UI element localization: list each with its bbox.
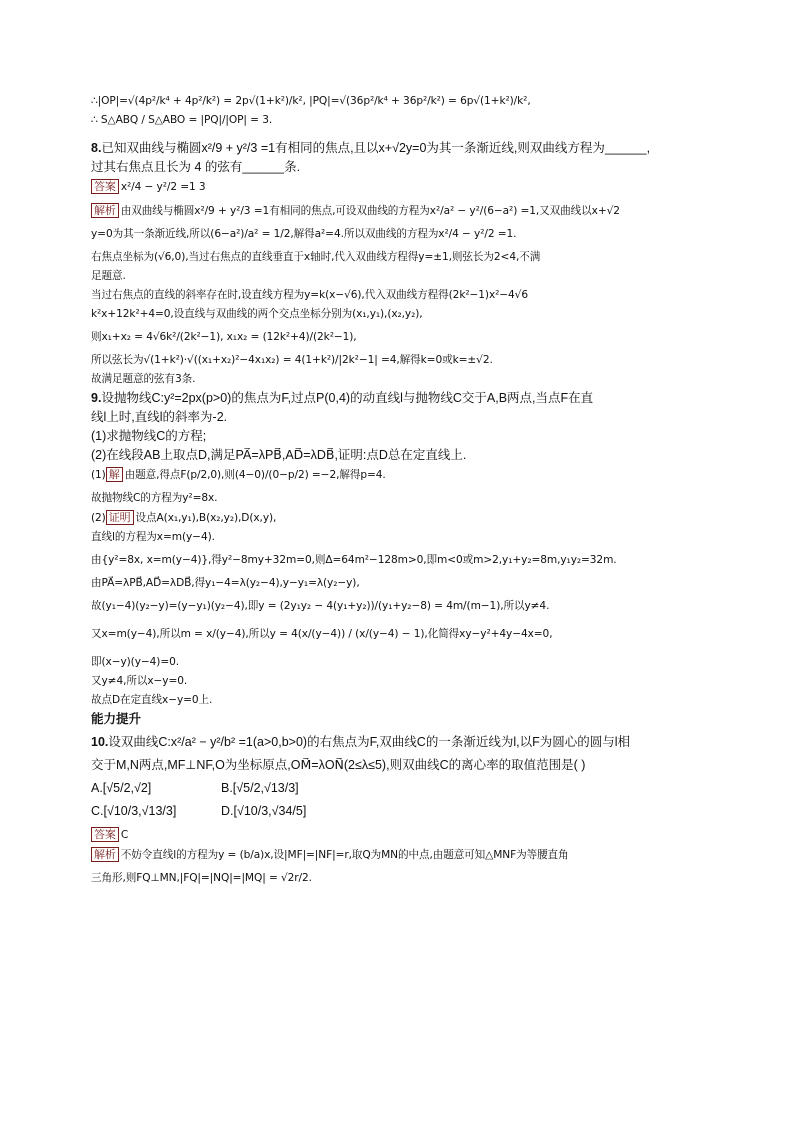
question-line: (2)在线段AB上取点D,满足PA⃗=λPB⃗,AD⃗=λDB⃗,证明:点D总在定直线上. <box>91 448 467 462</box>
question-text: 设双曲线C:x²/a² − y²/b² =1(a>0,b>0)的右焦点为F,双曲线C的一条渐近线为l,以F为圆心的圆与l相 <box>108 735 630 749</box>
solution-line: 右焦点坐标为(√6,0),当过右焦点的直线垂直于x轴时,代入双曲线方程得y=±1,则弦长为2<4,不满 <box>91 251 541 263</box>
question-number: 9. <box>91 391 102 405</box>
analysis-line <box>91 847 701 862</box>
part-prefix: (2) <box>91 512 106 524</box>
answer-line <box>91 827 701 842</box>
proof-text: 设点A(x₁,y₁),B(x₂,y₂),D(x,y), <box>135 512 277 524</box>
answer-line <box>91 179 701 194</box>
solution-line: 又y≠4,所以x−y=0. <box>91 675 188 687</box>
solution-line: 故满足题意的弦有3条. <box>91 373 196 385</box>
option-d: D.[√10/3,√34/5] <box>221 804 307 818</box>
solution-line: 由{y²=8x, x=m(y−4)},得y²−8my+32m=0,则Δ=64m²−128m>0,即m<0或m>2,y₁+y₂=8m,y₁y₂=32m. <box>91 554 617 566</box>
question-9-line <box>91 391 701 405</box>
options-row <box>91 781 701 795</box>
question-line: (1)求抛物线C的方程; <box>91 429 207 443</box>
option-c: C.[√10/3,√13/3] <box>91 804 177 818</box>
solution-line: 三角形,则FQ⊥MN,|FQ|=|NQ|=|MQ| = √2r/2. <box>91 872 312 884</box>
question-line: 交于M,N两点,MF⊥NF,O为坐标原点,OM⃗=λON⃗(2≤λ≤5),则双曲线C的离心率的取值范围是( ) <box>91 758 586 772</box>
answer-tag: 答案 <box>91 179 119 194</box>
content <box>91 94 701 885</box>
answer-text: C <box>120 829 129 841</box>
question-number: 10. <box>91 735 109 749</box>
analysis-text: 不妨令直线l的方程为y = (b/a)x,设|MF|=|NF|=r,取Q为MN的中点,由题意可知△MNF为等腰直角 <box>120 849 569 861</box>
question-text: 设抛物线C:y²=2px(p>0)的焦点为F,过点P(0,4)的动直线l与抛物线C交于A,B两点,当点F在直 <box>101 391 594 405</box>
analysis-tag: 解析 <box>91 847 119 862</box>
question-8-line <box>91 141 701 155</box>
answer-text: x²/4 − y²/2 =1 3 <box>120 181 206 193</box>
solution-line: 又x=m(y−4),所以m = x/(y−4),所以y = 4(x/(y−4)) / (x/(y−4) − 1),化简得xy−y²+4y−4x=0, <box>91 628 553 640</box>
solution-tag: 解 <box>106 467 123 482</box>
analysis-line <box>91 203 701 218</box>
option-a: A.[√5/2,√2] <box>91 781 152 795</box>
solution-line: 直线l的方程为x=m(y−4). <box>91 531 215 543</box>
options-row <box>91 804 701 818</box>
question-line: 过其右焦点且长为 4 的弦有______条. <box>91 160 301 174</box>
solution-line: y=0为其一条渐近线,所以(6−a²)/a² = 1/2,解得a²=4.所以双曲线的方程为x²/4 − y²/2 =1. <box>91 228 517 240</box>
solution-line: 故(y₁−4)(y₂−y)=(y−y₁)(y₂−4),即y = (2y₁y₂ − 4(y₁+y₂))/(y₁+y₂−8) = 4m/(m−1),所以y≠4. <box>91 600 550 612</box>
solution-line: 故抛物线C的方程为y²=8x. <box>91 492 218 504</box>
option-b: B.[√5/2,√13/3] <box>221 781 299 795</box>
solution-line: ∴ S△ABQ / S△ABO = |PQ|/|OP| = 3. <box>91 114 273 126</box>
proof-tag: 证明 <box>106 510 134 525</box>
proof-line <box>91 510 701 525</box>
part-prefix: (1) <box>91 469 106 481</box>
solution-line: 故点D在定直线x−y=0上. <box>91 694 213 706</box>
question-text: 已知双曲线与椭圆x²/9 + y²/3 =1有相同的焦点,且以x+√2y=0为其一条渐近线,则双曲线方程为______, <box>101 141 651 155</box>
solution-line: 则x₁+x₂ = 4√6k²/(2k²−1), x₁x₂ = (12k²+4)/(2k²−1), <box>91 331 357 343</box>
solution-line: ∴|OP|=√(4p²/k⁴ + 4p²/k²) = 2p√(1+k²)/k², |PQ|=√(36p²/k⁴ + 36p²/k²) = 6p√(1+k²)/k², <box>91 95 531 107</box>
section-heading: 能力提升 <box>91 712 142 726</box>
question-line: 线l上时,直线l的斜率为-2. <box>91 410 228 424</box>
analysis-tag: 解析 <box>91 203 119 218</box>
solution-line: k²x+12k²+4=0,设直线与双曲线的两个交点坐标分别为(x₁,y₁),(x₂,y₂), <box>91 308 423 320</box>
question-number: 8. <box>91 141 102 155</box>
solution-line: 足题意. <box>91 270 126 282</box>
solution-line: 当过右焦点的直线的斜率存在时,设直线方程为y=k(x−√6),代入双曲线方程得(2k²−1)x²−4√6 <box>91 289 528 301</box>
answer-tag: 答案 <box>91 827 119 842</box>
solution-line: 即(x−y)(y−4)=0. <box>91 656 180 668</box>
solution-line: 所以弦长为√(1+k²)·√((x₁+x₂)²−4x₁x₂) = 4(1+k²)/|2k²−1| =4,解得k=0或k=±√2. <box>91 354 493 366</box>
solution-line: 由PA⃗=λPB⃗,AD⃗=λDB⃗,得y₁−4=λ(y₂−4),y−y₁=λ(y₂−y), <box>91 577 360 589</box>
question-10-line <box>91 735 701 749</box>
solution-line <box>91 467 701 482</box>
analysis-text: 由双曲线与椭圆x²/9 + y²/3 =1有相同的焦点,可设双曲线的方程为x²/a² − y²/(6−a²) =1,又双曲线以x+√2 <box>120 205 620 217</box>
solution-text: 由题意,得点F(p/2,0),则(4−0)/(0−p/2) =−2,解得p=4. <box>124 469 386 481</box>
